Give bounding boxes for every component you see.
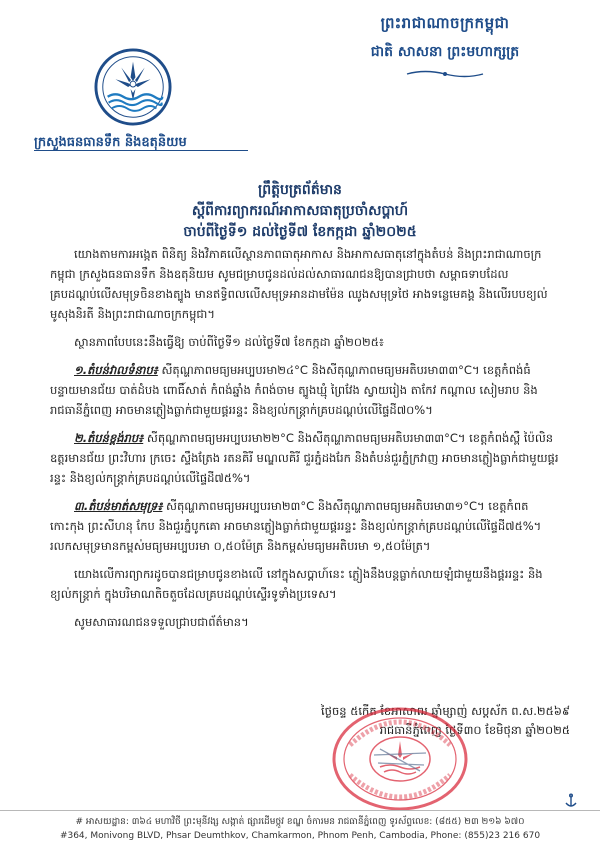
region-2-label: ២.តំបន់ខ្ពង់រាប៖ — [74, 431, 144, 445]
divider-ornament-icon — [405, 69, 485, 79]
footer-address-en: #364, Monivong BLVD, Phsar Deumthkov, Chamkarmon, Phnom Penh, Cambodia, Phone: (855)23 216 670 — [59, 831, 541, 841]
ministry-underline — [34, 150, 248, 151]
region-3-text: សីតុណ្ហភាពមធ្យមអប្បបរមា២៣°C និងសីតុណ្ហភាពមធ្យមអតិបរមា៣១°C។ ខេត្តកំពត កោះកុង ព្រះសីហនុ កែប និងជួរភ្នំបូកគោ អាចមានភ្លៀងធ្លាក់ជាមួយផ្គររន្ទះ និងខ្យល់កន្ត្រាក់គ្របដណ្តប់លើផ្ទៃដី៧៥%។ រលកសមុទ្រមានកម្ពស់មធ្យមអប្បបរមា ០,៥០ម៉ែត្រ និងកម្ពស់មធ្យមអតិបរមា ១,៥០ម៉ែត្រ។ — [50, 499, 542, 553]
footer-address — [0, 810, 600, 849]
lunar-date: ថ្ងៃចន្ទ ៥កើត ខែអាសាឍ ឆ្នាំម្សាញ់ សប្តស័ក ព.ស.២៥៦៩ — [321, 704, 570, 718]
ministry-name: ក្រសួងធនធានទឹក និងឧតុនិយម — [34, 135, 187, 150]
subheading-paragraph: ស្ថានភាពបែបនេះនឹងធ្វើឱ្យ ចាប់ពីថ្ងៃទី១ ដល់ថ្ងៃទី៧ ខែកក្កដា ឆ្នាំ២០២៥៖ — [74, 335, 384, 349]
region-2-text: សីតុណ្ហភាពមធ្យមអប្បបរមា២២°C និងសីតុណ្ហភាពមធ្យមអតិបរមា៣៣°C។ ខេត្តកំពង់ស្ពឺ ប៉ៃលិន ឧត្តរមានជ័យ ព្រះវិហារ ក្រចេះ ស្ទឹងត្រែង រតនគិរី មណ្ឌលគិរី ជួរភ្នំដងរែក និងតំបន់ជួរភ្នំក្រវាញ អាចមានភ្លៀងធ្លាក់ជាមួយផ្គររន្ទះ និងខ្យល់កន្ត្រាក់គ្របដណ្តប់លើផ្ទៃដី៧៥%។ — [50, 431, 559, 485]
footer-address-kh: # អាសយដ្ឋាន: ៣៦៤ មហាវិថី ព្រះមុនីវង្ស សង្កាត់ ផ្សារដើមថ្កូវ ខណ្ឌ ចំការមន រាជធានីភ្នំពេញ ទូរស័ព្ទលេខ: (៨៥៥) ២៣ ២១៦ ៦៧០ — [75, 817, 525, 827]
ministry-logo-icon — [94, 48, 172, 126]
notice-paragraph: សូមសាធារណជនទទួលជ្រាបជាព័ត៌មាន។ — [74, 615, 249, 629]
title-line-2: ស្តីពីការព្យាករណ៍អាកាសធាតុប្រចាំសប្តាហ៍ — [191, 203, 409, 219]
kingdom-header — [330, 14, 560, 83]
title-line-3: ចាប់ពីថ្ងៃទី១ ដល់ថ្ងៃទី៧ ខែកក្កដា ឆ្នាំ២០២៥ — [183, 224, 417, 240]
solar-date: រាជធានីភ្នំពេញ ថ្ងៃទី៣០ ខែមិថុនា ឆ្នាំ២០២៥ — [379, 723, 570, 737]
official-seal-icon — [330, 705, 470, 813]
region-3-label: ៣.តំបន់មាត់សមុទ្រ៖ — [74, 499, 163, 513]
region-2-paragraph — [50, 428, 560, 488]
bulletin-body — [50, 244, 560, 640]
kingdom-motto: ជាតិ សាសនា ព្រះមហាក្សត្រ — [370, 44, 520, 60]
bulletin-title — [0, 180, 600, 243]
intro-paragraph: យោងតាមការអង្កេត ពិនិត្យ និងវិភាគលើស្ថានភាពធាតុអាកាស និងអាកាសធាតុនៅក្នុងតំបន់ និងព្រះរាជាណាចក្រកម្ពុជា ក្រសួងធនធានទឹក និងឧតុនិយម សូមជម្រាបជូនដល់ដល់សាធារណជនឱ្យបានជ្រាបថា សម្ពាធទាបដែលគ្របដណ្តប់លើសមុទ្រចិនខាងត្បូង មានឥទ្ធិពលលើសមុទ្រអានដាមម៉ែន ឈូងសមុទ្រថៃ អាងទន្លេមេគង្គ និងលើរបបខ្យល់មូសុងនិរតី និងព្រះរាជាណាចក្រកម្ពុជា។ — [50, 247, 548, 321]
anchor-icon — [564, 793, 578, 809]
region-1-label: ១.តំបន់វាលទំនាប៖ — [74, 363, 158, 377]
title-line-1: ព្រឹត្តិបត្រព័ត៌មាន — [258, 182, 342, 198]
closing-paragraph: យោងលើការព្យាករដូចបានជម្រាបជូនខាងលើ នៅក្នុងសប្តាហ៍នេះ ភ្លៀងនឹងបន្តធ្លាក់លាយឡំជាមួយនឹងផ្គររន្ទះ និងខ្យល់កន្ត្រាក់ ក្នុងបរិមាណតិចតួចដែលគ្របដណ្តប់ស្ទើរទូទាំងប្រទេស។ — [50, 567, 543, 601]
region-3-paragraph — [50, 496, 560, 556]
region-1-paragraph — [50, 360, 560, 420]
kingdom-title: ព្រះរាជាណាចក្រកម្ពុជា — [380, 14, 510, 32]
region-1-text: សីតុណ្ហភាពមធ្យមអប្បបរមា២៤°C និងសីតុណ្ហភាពមធ្យមអតិបរមា៣៣°C។ ខេត្តកំពង់ធំ បន្ទាយមានជ័យ បាត់ដំបង ពោធិ៍សាត់ កំពង់ឆ្នាំង កំពង់ចាម ត្បូងឃ្មុំ ព្រៃវែង ស្វាយរៀង តាកែវ កណ្តាល សៀមរាប និងរាជធានីភ្នំពេញ អាចមានភ្លៀងធ្លាក់ជាមួយផ្គររន្ទះ និងខ្យល់កន្ត្រាក់គ្របដណ្តប់លើផ្ទៃដី៧០%។ — [50, 363, 538, 417]
